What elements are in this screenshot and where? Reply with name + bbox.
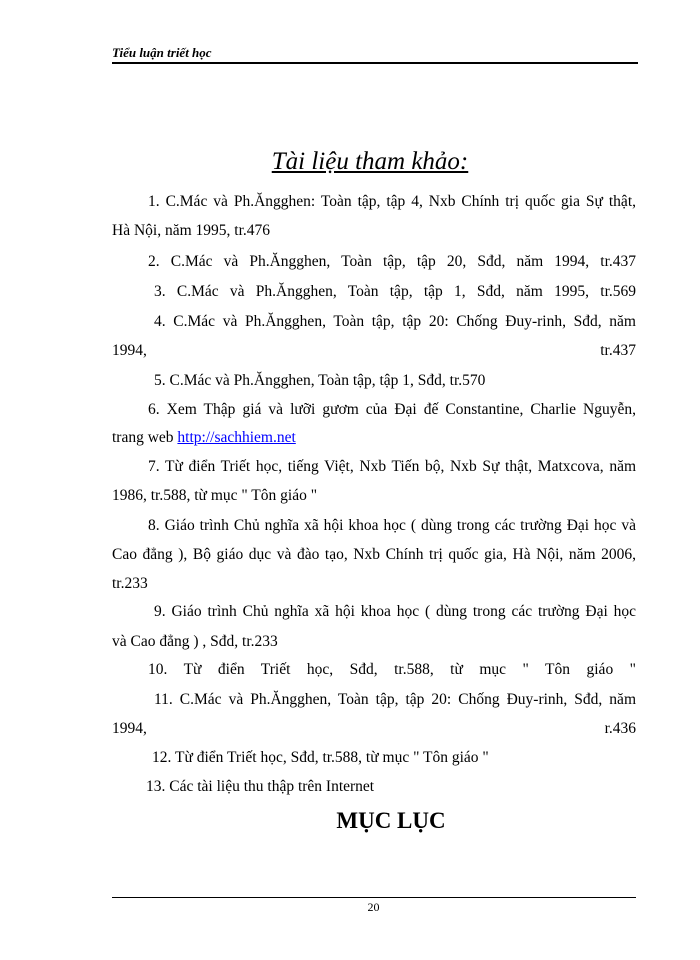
footer-rule [112,897,636,898]
reference-item-3: 3. C.Mác và Ph.Ăngghen, Toàn tập, tập 1, Sđd, năm 1995, tr.569 [154,283,636,300]
reference-item-6-prefix: trang web [112,429,174,446]
reference-item-7-line-1: 7. Từ điển Triết học, tiếng Việt, Nxb Tiến bộ, Nxb Sự thật, Matxcova, năm [148,458,636,475]
reference-item-5: 5. C.Mác và Ph.Ăngghen, Toàn tập, tập 1, Sđd, tr.570 [154,372,486,389]
reference-item-8-line-3: tr.233 [112,575,148,592]
header-rule [112,62,638,64]
reference-item-9-line-1: 9. Giáo trình Chủ nghĩa xã hội khoa học ( dùng trong các trường Đại học [154,603,636,620]
reference-item-6-line-2 [112,428,636,448]
header-title: Tiểu luận triết học [112,45,212,60]
reference-item-11-line-2: 1994, [112,720,147,737]
reference-item-13: 13. Các tài liệu thu thập trên Internet [146,778,375,795]
reference-item-8-line-2: Cao đẳng ), Bộ giáo dục và đào tạo, Nxb Chính trị quốc gia, Hà Nội, năm 2006, [112,546,636,563]
reference-item-10: 10. Từ điển Triết học, Sđd, tr.588, từ mục " Tôn giáo " [148,661,636,678]
reference-item-4-line-3: tr.437 [600,342,636,359]
reference-item-6-line-1: 6. Xem Thập giá và lưỡi gươm của Đại đế Constantine, Charlie Nguyễn, [148,401,636,418]
reference-item-12: 12. Từ điển Triết học, Sđd, tr.588, từ mục " Tôn giáo " [152,749,489,766]
reference-item-1-line-1: 1. C.Mác và Ph.Ăngghen: Toàn tập, tập 4, Nxb Chính trị quốc gia Sự thật, [148,193,636,210]
sachhiem-link[interactable]: http://sachhiem.net [177,429,296,446]
toc-heading: MỤC LỤC [336,808,446,833]
reference-item-11-line-3: r.436 [604,720,636,737]
page-number: 20 [367,900,380,914]
reference-item-8-line-1: 8. Giáo trình Chủ nghĩa xã hội khoa học ( dùng trong các trường Đại học và [148,517,636,534]
reference-item-11-line-1: 11. C.Mác và Ph.Ăngghen, Toàn tập, tập 20: Chống Đuy-rinh, Sđd, năm [154,691,636,708]
reference-item-9-line-2: và Cao đẳng ) , Sđd, tr.233 [112,633,278,650]
reference-item-7-line-2: 1986, tr.588, từ mục " Tôn giáo " [112,487,318,504]
references-heading: Tài liệu tham khảo: [271,148,469,175]
reference-item-4-line-1: 4. C.Mác và Ph.Ăngghen, Toàn tập, tập 20: Chống Đuy-rinh, Sđd, năm [154,313,636,330]
reference-item-2: 2. C.Mác và Ph.Ăngghen, Toàn tập, tập 20, Sđd, năm 1994, tr.437 [148,253,636,270]
reference-item-1-line-2: Hà Nội, năm 1995, tr.476 [112,222,270,239]
reference-item-4-line-2: 1994, [112,342,147,359]
